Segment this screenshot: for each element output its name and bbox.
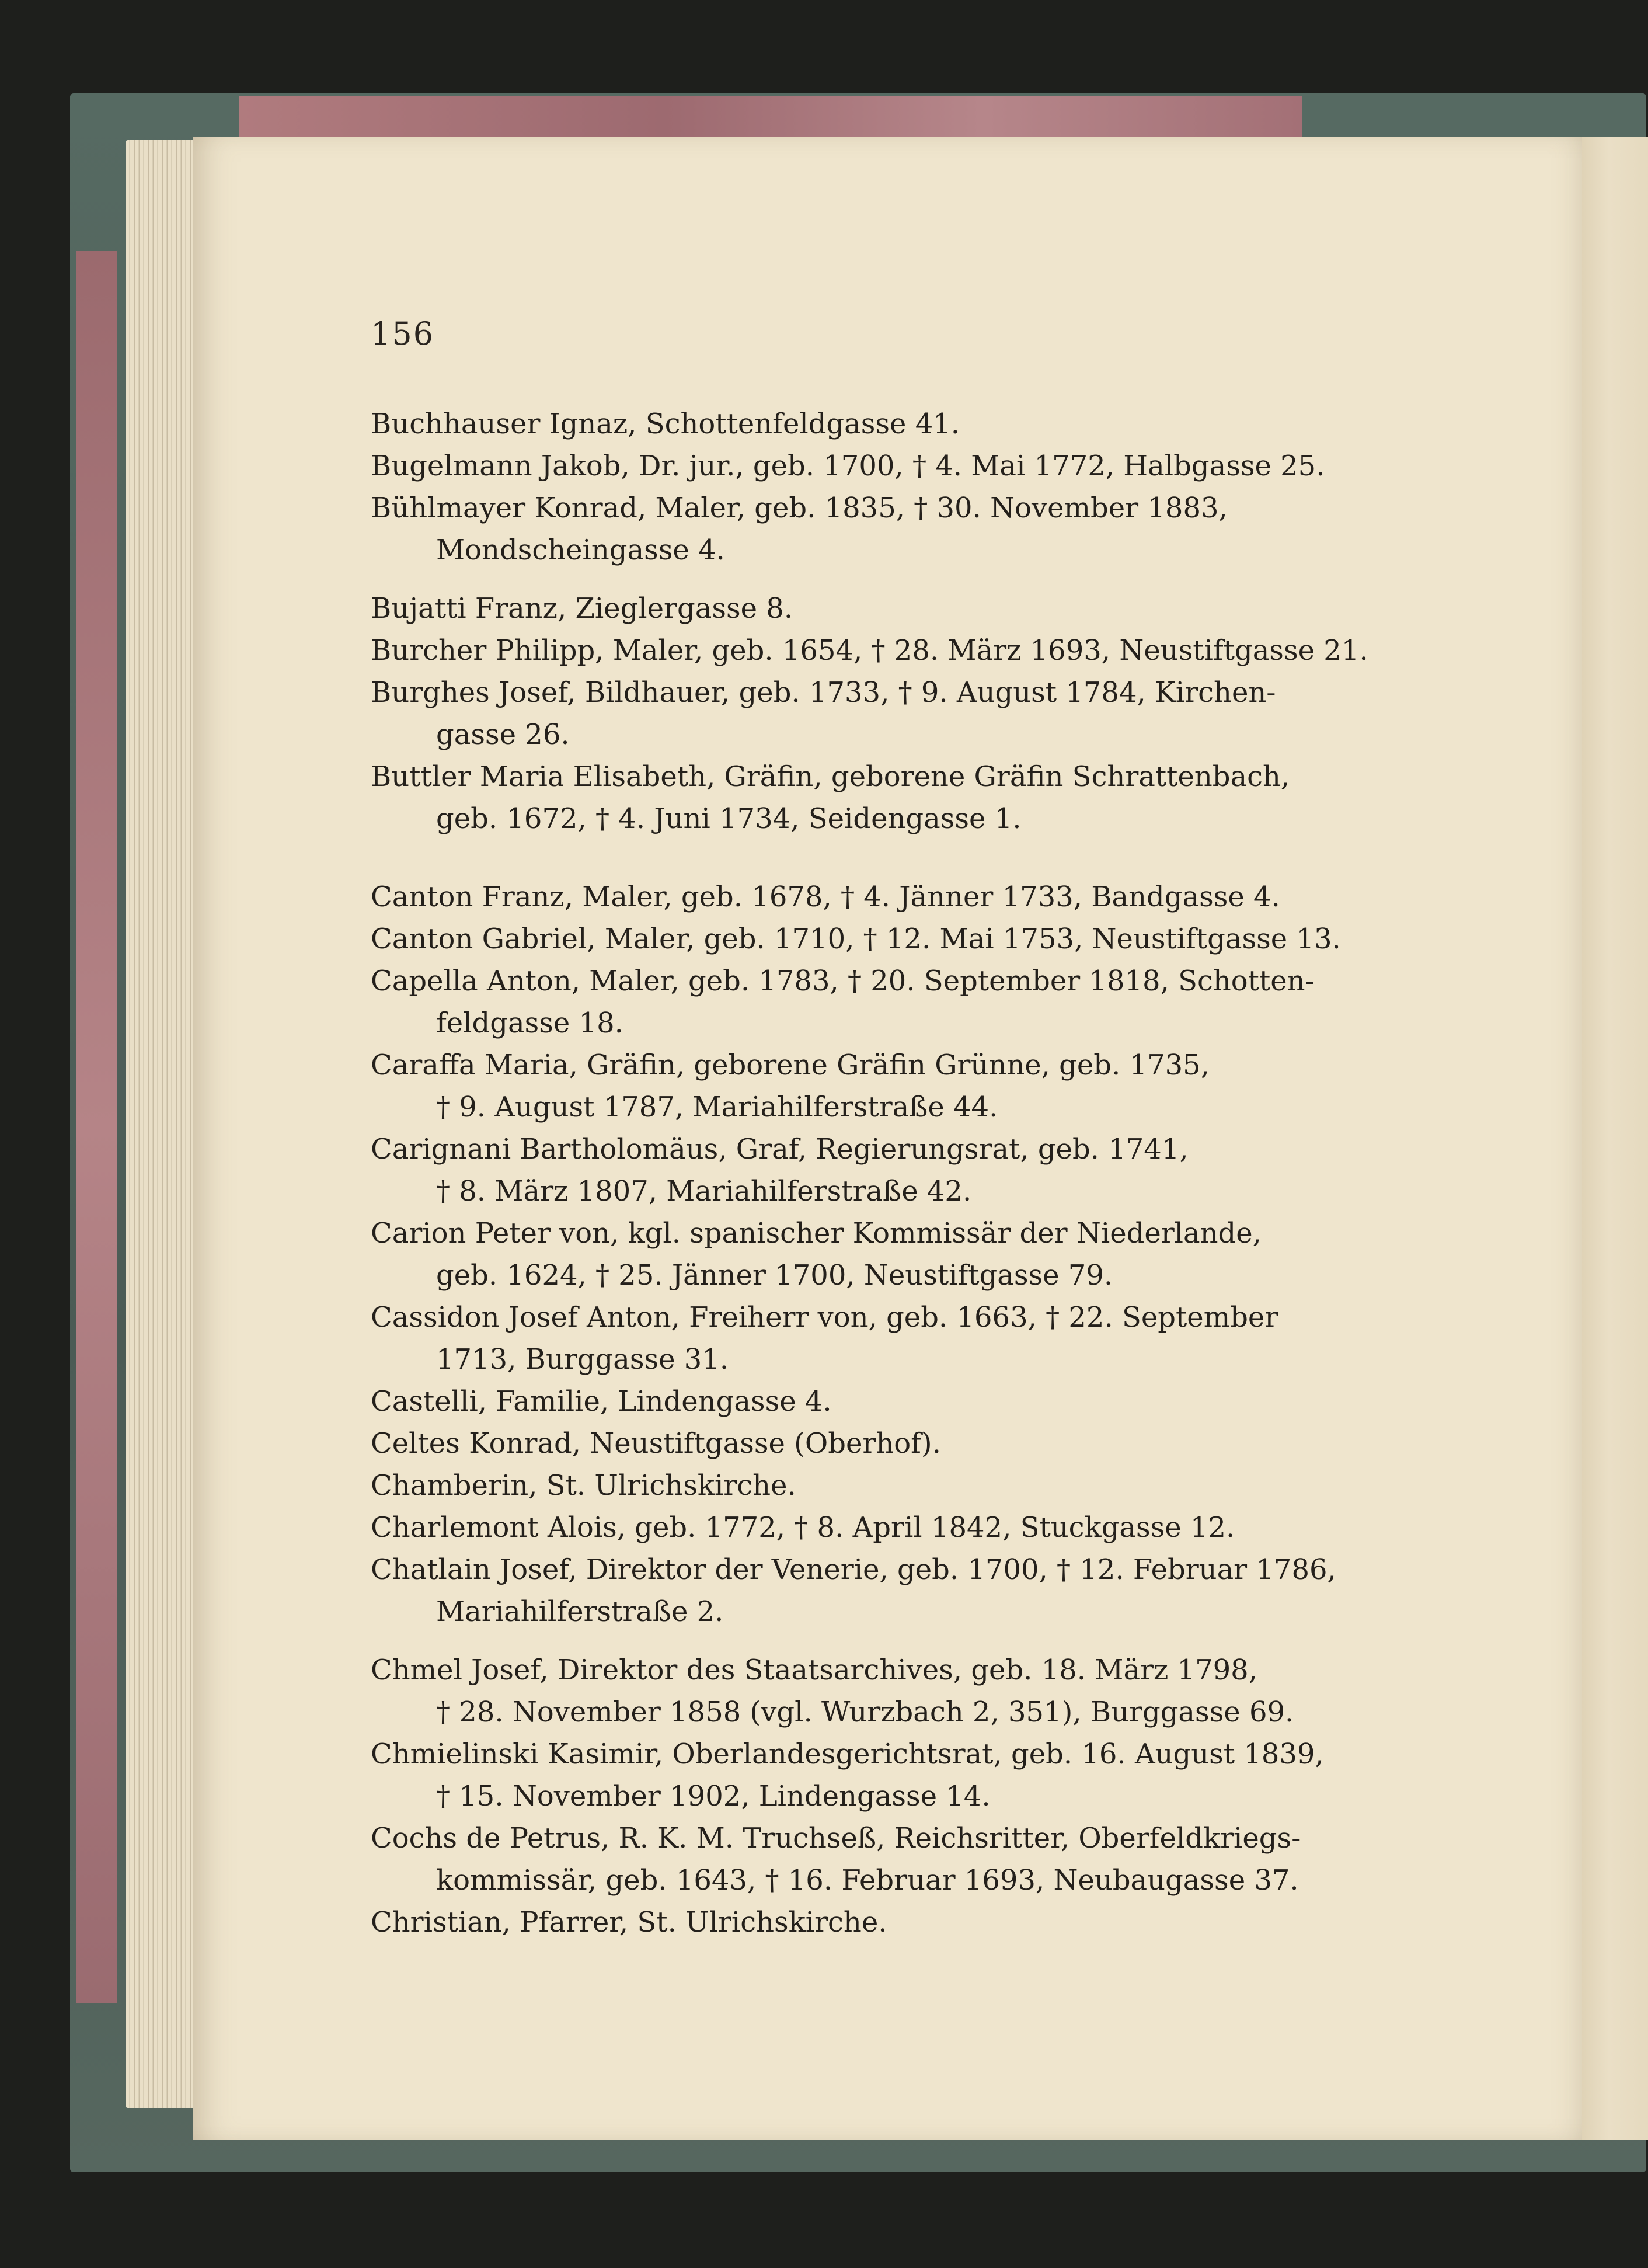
list-item [371, 403, 1363, 445]
entry-line: Bühlmayer Konrad, Maler, geb. 1835, † 30. November 1883, [371, 492, 1228, 524]
entry-line: Burghes Josef, Bildhauer, geb. 1733, † 9. August 1784, Kirchen- [371, 676, 1276, 709]
entry-line-continued: kommissär, geb. 1643, † 16. Februar 1693, Neubaugasse 37. [436, 1864, 1299, 1897]
entry-line: Chmel Josef, Direktor des Staatsarchives, geb. 18. März 1798, [371, 1654, 1257, 1686]
entry-line: Chamberin, St. Ulrichskirche. [371, 1469, 796, 1502]
list-item [371, 1044, 1363, 1128]
entry-line: Buttler Maria Elisabeth, Gräfin, geborene Gräfin Schrattenbach, [371, 760, 1290, 793]
entry-line-continued: gasse 26. [436, 718, 570, 751]
list-item [371, 629, 1368, 672]
entry-line: Celtes Konrad, Neustiftgasse (Oberhof). [371, 1427, 941, 1460]
list-item [371, 1649, 1363, 1733]
entry-line-continued: Mondscheingasse 4. [436, 534, 725, 566]
list-item [371, 1296, 1363, 1380]
list-item [371, 1465, 1363, 1507]
entry-line: Cassidon Josef Anton, Freiherr von, geb. 1663, † 22. September [371, 1301, 1278, 1334]
list-item [371, 1507, 1363, 1549]
entry-line: Canton Gabriel, Maler, geb. 1710, † 12. Mai 1753, Neustiftgasse 13. [371, 923, 1341, 955]
entry-line: Charlemont Alois, geb. 1772, † 8. April 1842, Stuckgasse 12. [371, 1511, 1235, 1544]
facing-page [1576, 137, 1648, 2140]
entry-line-continued: † 8. März 1807, Mariahilferstraße 42. [436, 1175, 972, 1208]
entry-line: Buchhauser Ignaz, Schottenfeldgasse 41. [371, 408, 960, 440]
list-item [371, 1128, 1363, 1212]
entry-line: Canton Franz, Maler, geb. 1678, † 4. Jänner 1733, Bandgasse 4. [371, 881, 1280, 913]
list-item [371, 1212, 1363, 1296]
entry-line-continued: † 15. November 1902, Lindengasse 14. [436, 1780, 991, 1813]
entry-line: Cochs de Petrus, R. K. M. Truchseß, Reichsritter, Oberfeldkriegs- [371, 1822, 1301, 1855]
entry-line: Carignani Bartholomäus, Graf, Regierungsrat, geb. 1741, [371, 1133, 1189, 1166]
entry-line: Burcher Philipp, Maler, geb. 1654, † 28. März 1693, Neustiftgasse 21. [371, 634, 1368, 667]
entry-line: Capella Anton, Maler, geb. 1783, † 20. September 1818, Schotten- [371, 965, 1315, 997]
entry-line-continued: † 28. November 1858 (vgl. Wurzbach 2, 351), Burggasse 69. [436, 1696, 1294, 1728]
entry-line: Christian, Pfarrer, St. Ulrichskirche. [371, 1906, 887, 1939]
list-item [371, 1380, 1363, 1422]
cover-spine-band [76, 251, 117, 2003]
entry-line: Chatlain Josef, Direktor der Venerie, geb. 1700, † 12. Februar 1786, [371, 1553, 1336, 1586]
entry-line-continued: geb. 1624, † 25. Jänner 1700, Neustiftgasse 79. [436, 1259, 1113, 1292]
page-edges [126, 140, 196, 2108]
entry-line-continued: 1713, Burggasse 31. [436, 1343, 729, 1376]
page-number: 156 [371, 315, 435, 352]
entry-line-continued: Mariahilferstraße 2. [436, 1595, 724, 1628]
entry-line: Bujatti Franz, Zieglergasse 8. [371, 592, 793, 625]
cover-top-band [239, 96, 1302, 143]
entry-line-continued: feldgasse 18. [436, 1007, 623, 1039]
list-item [371, 756, 1363, 840]
list-item [371, 1901, 1363, 1943]
list-item [371, 1422, 1363, 1465]
list-item [371, 1549, 1363, 1633]
list-item [371, 876, 1363, 918]
list-item [371, 960, 1363, 1044]
list-item [371, 918, 1363, 960]
list-item [371, 1817, 1363, 1901]
entry-line: Castelli, Familie, Lindengasse 4. [371, 1385, 832, 1418]
entry-line: Carion Peter von, kgl. spanischer Kommissär der Niederlande, [371, 1217, 1262, 1250]
list-item [371, 672, 1363, 756]
entry-line-continued: † 9. August 1787, Mariahilferstraße 44. [436, 1091, 998, 1123]
entry-line-continued: geb. 1672, † 4. Juni 1734, Seidengasse 1. [436, 802, 1022, 835]
list-item [371, 587, 1363, 629]
entry-line: Bugelmann Jakob, Dr. jur., geb. 1700, † 4. Mai 1772, Halbgasse 25. [371, 450, 1325, 482]
list-item [371, 1733, 1363, 1817]
entry-list [371, 403, 1368, 1943]
list-item [371, 445, 1363, 487]
list-item [371, 487, 1363, 571]
entry-line: Chmielinski Kasimir, Oberlandesgerichtsrat, geb. 16. August 1839, [371, 1738, 1324, 1770]
entry-line: Caraffa Maria, Gräfin, geborene Gräfin Grünne, geb. 1735, [371, 1049, 1210, 1081]
